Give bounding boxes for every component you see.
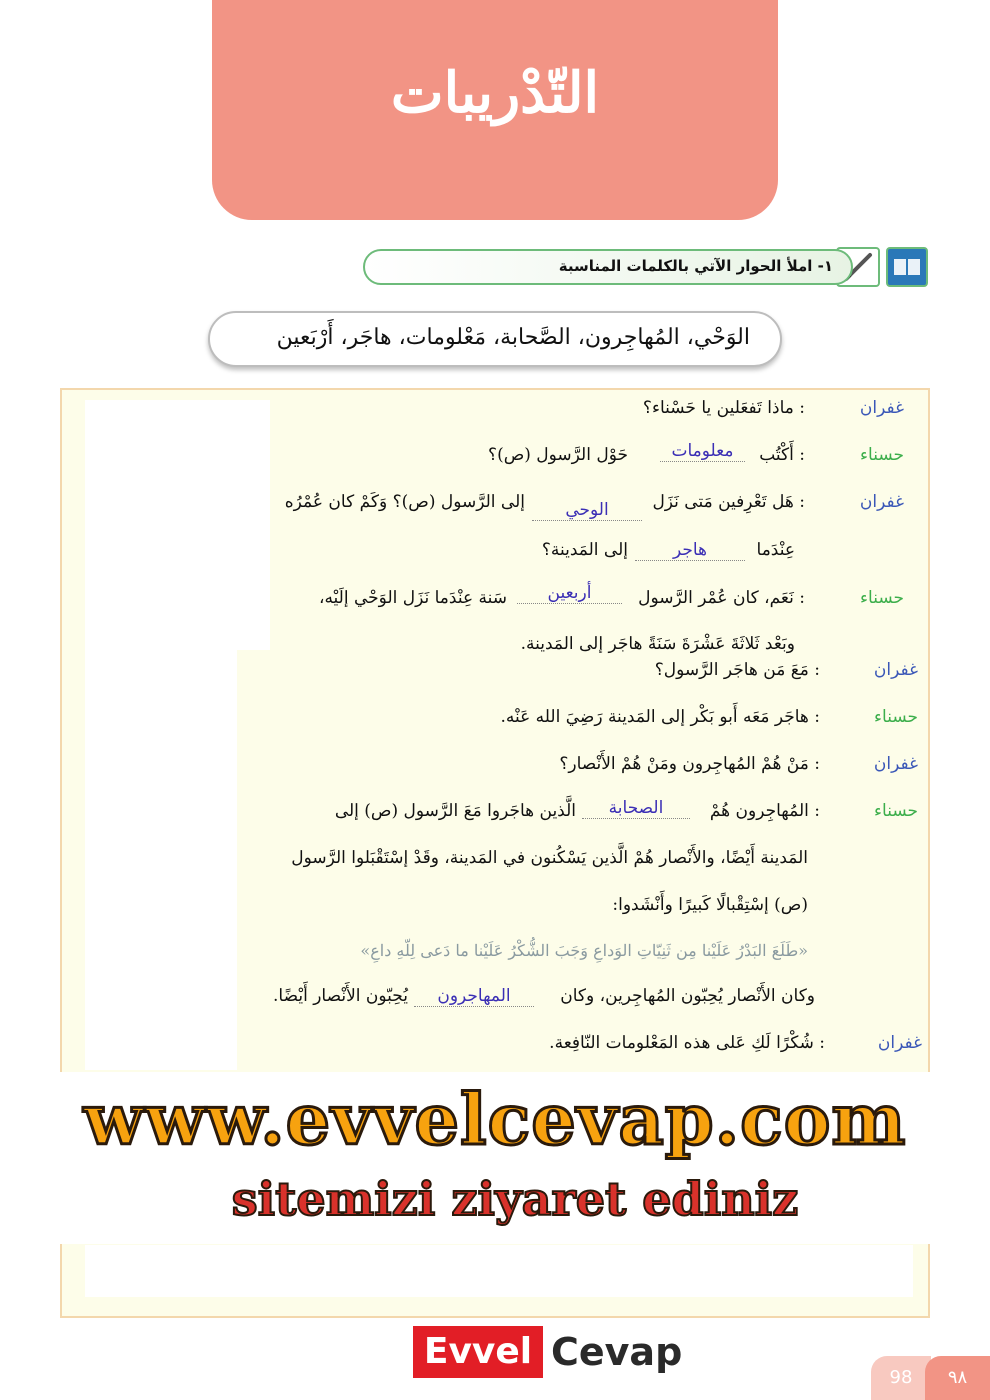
dialogue-line: وكان الأَنْصار يُحِبّون المُهاجِرين، وكان — [560, 986, 815, 1006]
book-icon — [886, 247, 928, 287]
exercise-instruction: ١- املأ الحوار الآتي بالكلمات المناسبة — [558, 257, 833, 275]
answer-fill: الوحي — [532, 500, 642, 521]
speaker-label: غفران — [859, 492, 904, 512]
speaker-label: حسناء — [860, 588, 904, 608]
answer-fill: معلومات — [660, 441, 745, 462]
instruction-bar — [363, 249, 853, 285]
word-bank-text: الوَحْي، المُهاجِرون، الصَّحابة، مَعْلومات، هاجَر، أَرْبَعين — [276, 325, 750, 350]
dialogue-line: وبَعْد ثَلاثَةَ عَشْرَةَ سَنَةً هاجَر إلى المَدينة. — [520, 634, 795, 654]
dialogue-line: : مَعَ مَن هاجَر الرَّسول؟ — [654, 660, 820, 680]
watermark-banner — [0, 1072, 990, 1244]
answer-fill: الصحابة — [582, 798, 690, 819]
speaker-label: غفران — [873, 660, 918, 680]
speaker-label: غفران — [859, 398, 904, 418]
dialogue-line: : مَنْ هُمْ المُهاجِرون ومَنْ هُمْ الأَنْصار؟ — [559, 754, 820, 774]
answer-fill: أربعين — [517, 583, 622, 604]
speaker-label: غفران — [873, 754, 918, 774]
answer-fill: المهاجرون — [414, 986, 534, 1007]
word-bank — [208, 311, 782, 367]
dialogue-line: : نَعَم، كان عُمْر الرَّسول — [638, 588, 805, 608]
dialogue-blank-area — [85, 1245, 913, 1297]
dialogue-line: : هَل تَعْرِفين مَتى نَزَل — [652, 492, 805, 512]
dialogue-blank-area — [85, 650, 237, 1070]
watermark-url: www.evvelcevap.com — [83, 1078, 907, 1161]
dialogue-line: حَوْل الرَّسول (ص)؟ — [488, 445, 628, 465]
page-number-arabic: ٩٨ — [925, 1356, 990, 1400]
dialogue-line: إلى الرَّسول (ص)؟ وَكَمْ كان عُمْرُه — [284, 492, 525, 512]
dialogue-line: : أَكْتُب — [759, 445, 805, 465]
dialogue-line: يُحِبّون الأَنْصار أَيْضًا. — [273, 986, 408, 1006]
dialogue-line: الَّذين هاجَروا مَعَ الرَّسول (ص) إلى — [334, 801, 576, 821]
dialogue-line: عِنْدَما — [756, 540, 795, 560]
dialogue-line: إلى المَدينة؟ — [541, 540, 628, 560]
dialogue-line: (ص) إسْتِقْبالًا كَبيرًا وأَنْشَدوا: — [612, 895, 808, 915]
watermark-subtitle: sitemizi ziyaret ediniz — [231, 1172, 799, 1226]
speaker-label: غفران — [877, 1033, 922, 1053]
dialogue-line: : شُكْرًا لَكِ عَلى هذه المَعْلومات النّافِعة. — [549, 1033, 825, 1053]
page-number-latin: 98 — [871, 1356, 931, 1400]
logo-evvel: Evvel — [413, 1326, 543, 1378]
speaker-label: حسناء — [860, 445, 904, 465]
page-title: التّدْريبات — [390, 60, 600, 126]
dialogue-line: : المُهاجِرون هُمْ — [709, 801, 820, 821]
speaker-label: حسناء — [874, 801, 918, 821]
dialogue-blank-area — [85, 400, 270, 650]
dialogue-line: : ماذا تَفعَلين يا حَسْناء؟ — [642, 398, 805, 418]
dialogue-line: المَدينة أَيْضًا، والأَنْصار هُمْ الَّذين يَسْكُنون في المَدينة، وقَدْ إسْتَقْبَلوا الرَّسول — [291, 848, 808, 868]
header-banner — [212, 0, 778, 220]
dialogue-line: : هاجَر مَعَه أَبو بَكْر إلى المَدينة رَضِيَ الله عَنْه. — [500, 707, 820, 727]
logo-cevap: Cevap — [551, 1330, 683, 1374]
answer-fill: هاجر — [635, 540, 745, 561]
speaker-label: حسناء — [874, 707, 918, 727]
dialogue-line: سَنة عِنْدَما نَزَل الوَحْي إلَيْه، — [318, 588, 507, 608]
poem-line: «طَلَعَ البَدْرُ عَلَيْنا مِن ثَنِيّاتِ الوَداعِ وَجَبَ الشُّكْرُ عَلَيْنا ما دَعى لِلّهِ داعِ» — [360, 941, 808, 960]
